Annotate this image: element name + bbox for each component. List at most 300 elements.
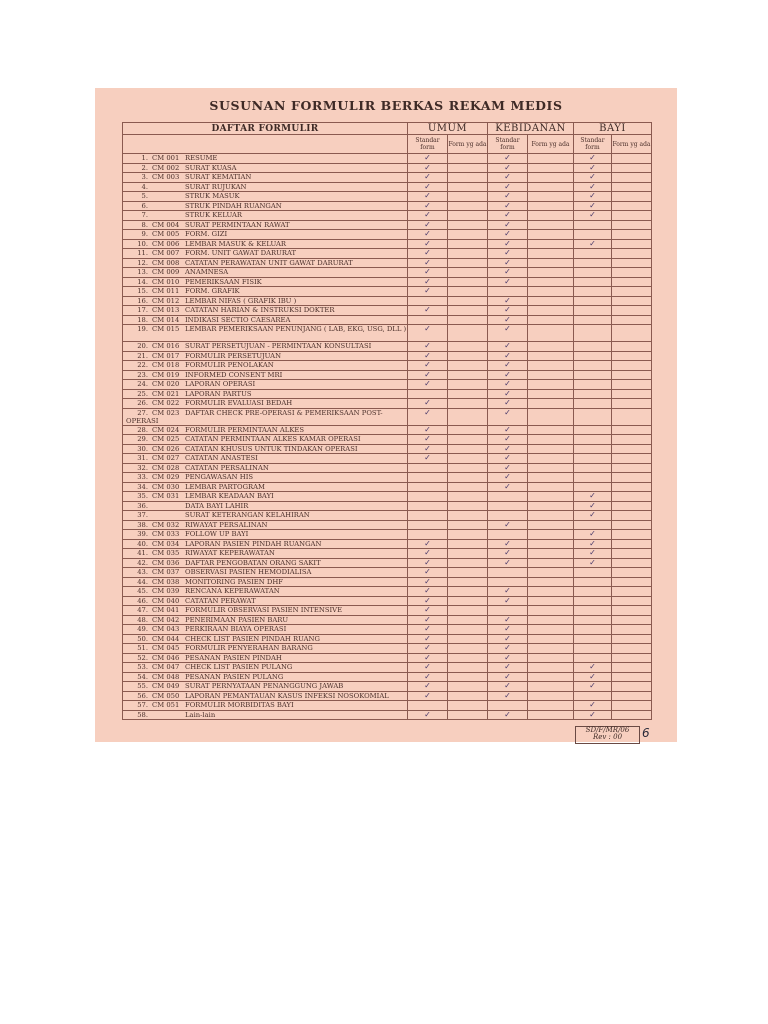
form-description-cell [123,325,408,342]
empty-cell [612,249,652,259]
empty-cell [528,361,574,371]
form-name: RESUME [185,154,218,163]
row-number: 36. [137,501,148,510]
form-code: CM 034 [152,539,180,548]
form-code: CM 002 [152,163,180,172]
empty-cell [488,287,528,297]
table-row [123,173,652,183]
row-number: 45. [137,587,148,596]
form-name: PENGAWASAN HIS [185,473,254,482]
row-number: 2. [141,163,148,172]
checkmark-icon: ✓ [408,268,448,278]
empty-cell [574,520,612,530]
form-description-cell [123,644,408,654]
checkmark-icon: ✓ [488,315,528,325]
table-row [123,653,652,663]
column-header-bayi: BAYI [574,123,652,135]
empty-cell [612,625,652,635]
empty-cell [574,435,612,445]
table-row [123,315,652,325]
form-name: LEMBAR KEADAAN BAYI [185,492,274,501]
table-row [123,277,652,287]
empty-cell [528,182,574,192]
empty-cell [448,325,488,342]
document-code: SD/F/MR/06 [585,726,630,734]
checkmark-icon: ✓ [488,306,528,316]
empty-cell [612,454,652,464]
table-row [123,182,652,192]
empty-cell [612,520,652,530]
form-name: STRUK MASUK [185,192,240,201]
empty-cell [528,549,574,559]
table-row [123,370,652,380]
form-name: FORMULIR PERMINTAAN ALKES [185,425,305,434]
table-row [123,701,652,711]
form-name: CATATAN PERMINTAAN ALKES KAMAR OPERASI [185,435,361,444]
empty-cell [612,463,652,473]
row-number: 24. [137,380,148,389]
form-description-cell [123,672,408,682]
form-description-cell [123,615,408,625]
table-row [123,192,652,202]
checkmark-icon: ✓ [488,192,528,202]
checkmark-icon: ✓ [408,644,448,654]
empty-cell [574,287,612,297]
empty-cell [528,173,574,183]
table-header-row [123,123,652,135]
form-name: CATATAN HARIAN & INSTRUKSI DOKTER [185,306,335,315]
form-code: CM 021 [152,389,180,398]
empty-cell [612,389,652,399]
table-row [123,342,652,352]
table-row [123,691,652,701]
subheader-standar-form: Standar form [488,135,528,154]
form-description-cell [123,701,408,711]
empty-cell [488,701,528,711]
form-code: CM 006 [152,239,180,248]
empty-cell [448,163,488,173]
empty-cell [528,258,574,268]
empty-cell [612,710,652,720]
empty-cell [612,482,652,492]
column-header-umum: UMUM [408,123,488,135]
empty-cell [448,370,488,380]
row-number: 18. [137,315,148,324]
empty-cell [612,549,652,559]
checkmark-icon: ✓ [574,239,612,249]
empty-cell [612,361,652,371]
empty-cell [612,380,652,390]
empty-cell [408,389,448,399]
empty-cell [448,258,488,268]
empty-cell [612,211,652,221]
empty-cell [528,644,574,654]
empty-cell [612,192,652,202]
empty-cell [528,230,574,240]
empty-cell [612,268,652,278]
form-name: FORMULIR MORBIDITAS BAYI [185,701,294,710]
row-number: 22. [137,361,148,370]
empty-cell [574,220,612,230]
empty-cell [574,230,612,240]
empty-cell [488,501,528,511]
form-description-cell [123,463,408,473]
empty-cell [408,520,448,530]
checkmark-icon: ✓ [488,351,528,361]
table-row [123,710,652,720]
empty-cell [612,201,652,211]
form-code: CM 015 [152,325,180,333]
empty-cell [488,568,528,578]
empty-cell [574,351,612,361]
checkmark-icon: ✓ [488,425,528,435]
form-description-cell [123,230,408,240]
form-code: CM 049 [152,682,180,691]
checkmark-icon: ✓ [488,154,528,164]
checkmark-icon: ✓ [574,154,612,164]
row-number: 46. [137,596,148,605]
form-code: CM 024 [152,425,180,434]
table-row [123,230,652,240]
table-subheader-row [123,135,652,154]
row-number: 27. [137,408,148,417]
form-code: CM 014 [152,315,180,324]
empty-cell [448,249,488,259]
table-row [123,220,652,230]
checkmark-icon: ✓ [408,558,448,568]
form-code: CM 051 [152,701,180,710]
empty-cell [528,287,574,297]
row-number: 44. [137,577,148,586]
form-name: LEMBAR MASUK & KELUAR [185,239,287,248]
empty-cell [612,558,652,568]
form-description-cell [123,520,408,530]
form-description-cell [123,454,408,464]
form-name: FOLLOW UP BAYI [185,530,249,539]
checkmark-icon: ✓ [574,201,612,211]
checkmark-icon: ✓ [488,325,528,342]
form-description-cell [123,296,408,306]
form-description-cell [123,539,408,549]
form-description-cell [123,239,408,249]
form-description-cell [123,710,408,720]
empty-cell [574,691,612,701]
form-code: CM 004 [152,220,180,229]
checkmark-icon: ✓ [488,389,528,399]
empty-cell [574,370,612,380]
table-row [123,530,652,540]
table-row [123,325,652,342]
empty-cell [574,408,612,425]
row-number: 23. [137,370,148,379]
empty-cell [448,201,488,211]
empty-cell [448,568,488,578]
checkmark-icon: ✓ [408,682,448,692]
empty-cell [448,558,488,568]
empty-cell [574,568,612,578]
row-number: 39. [137,530,148,539]
form-name: RIWAYAT KEPERAWATAN [185,549,275,558]
form-description-cell [123,173,408,183]
empty-cell [528,370,574,380]
checkmark-icon: ✓ [408,361,448,371]
empty-cell [448,389,488,399]
checkmark-icon: ✓ [488,691,528,701]
empty-cell [574,325,612,342]
empty-cell [448,682,488,692]
empty-cell [528,408,574,425]
empty-cell [528,501,574,511]
empty-cell [528,315,574,325]
form-description-cell [123,399,408,409]
empty-cell [612,230,652,240]
empty-cell [574,463,612,473]
empty-cell [574,380,612,390]
table-row [123,239,652,249]
form-name: LAPORAN PEMANTAUAN KASUS INFEKSI NOSOKOMIAL [185,691,389,700]
checkmark-icon: ✓ [574,558,612,568]
empty-cell [612,154,652,164]
empty-cell [612,606,652,616]
empty-cell [448,615,488,625]
row-number: 43. [137,568,148,577]
empty-cell [528,558,574,568]
form-description-cell [123,653,408,663]
table-row [123,473,652,483]
form-name: ANAMNESA [185,268,229,277]
empty-cell [408,296,448,306]
form-code: CM 022 [152,399,180,408]
form-code: CM 005 [152,230,180,239]
empty-cell [528,389,574,399]
table-row [123,520,652,530]
form-description-cell [123,389,408,399]
checkmark-icon: ✓ [488,663,528,673]
empty-cell [448,691,488,701]
form-code: CM 017 [152,351,180,360]
empty-cell [574,644,612,654]
checkmark-icon: ✓ [488,342,528,352]
handwritten-page-mark: 6 [642,726,650,740]
checkmark-icon: ✓ [488,277,528,287]
form-description-cell [123,277,408,287]
form-name: PESANAN PASIEN PINDAH [185,653,282,662]
empty-cell [612,492,652,502]
form-description-cell [123,482,408,492]
empty-cell [448,596,488,606]
table-row [123,454,652,464]
empty-cell [612,315,652,325]
checkmark-icon: ✓ [574,511,612,521]
empty-cell [612,351,652,361]
empty-cell [574,389,612,399]
empty-cell [612,539,652,549]
empty-cell [612,501,652,511]
checkmark-icon: ✓ [408,435,448,445]
row-number: 53. [137,663,148,672]
table-row [123,361,652,371]
table-row [123,539,652,549]
empty-cell [448,296,488,306]
checkmark-icon: ✓ [408,239,448,249]
empty-cell [448,587,488,597]
form-description-cell [123,663,408,673]
row-number: 29. [137,435,148,444]
row-number: 28. [137,425,148,434]
empty-cell [612,634,652,644]
checkmark-icon: ✓ [488,380,528,390]
form-description-cell [123,596,408,606]
checkmark-icon: ✓ [488,399,528,409]
empty-cell [448,492,488,502]
table-row [123,568,652,578]
checkmark-icon: ✓ [408,653,448,663]
form-code: CM 045 [152,644,180,653]
form-description-cell [123,577,408,587]
checkmark-icon: ✓ [488,682,528,692]
empty-cell [528,399,574,409]
form-name: FORM. GIZI [185,230,228,239]
row-number: 1. [141,154,148,163]
empty-cell [574,653,612,663]
empty-cell [528,239,574,249]
table-row [123,482,652,492]
form-description-cell [123,201,408,211]
empty-cell [612,568,652,578]
checkmark-icon: ✓ [408,606,448,616]
form-description-cell [123,549,408,559]
checkmark-icon: ✓ [488,625,528,635]
subheader-blank [123,135,408,154]
empty-cell [574,425,612,435]
form-code: CM 020 [152,380,180,389]
form-code: CM 035 [152,549,180,558]
checkmark-icon: ✓ [488,435,528,445]
table-row [123,463,652,473]
empty-cell [448,454,488,464]
form-code: CM 037 [152,568,180,577]
checkmark-icon: ✓ [408,249,448,259]
form-name: LAPORAN PASIEN PINDAH RUANGAN [185,539,322,548]
form-description-cell [123,192,408,202]
form-name: SURAT KETERANGAN KELAHIRAN [185,511,310,520]
checkmark-icon: ✓ [488,249,528,259]
empty-cell [448,701,488,711]
empty-cell [528,653,574,663]
row-number: 32. [137,463,148,472]
document-code-box [575,726,640,744]
empty-cell [528,454,574,464]
empty-cell [528,691,574,701]
empty-cell [612,587,652,597]
form-description-cell [123,258,408,268]
form-name: PEMERIKSAAN FISIK [185,277,262,286]
checkmark-icon: ✓ [408,201,448,211]
row-number: 11. [137,249,148,258]
form-description-cell [123,408,408,425]
empty-cell [448,539,488,549]
row-number: 25. [137,389,148,398]
checkmark-icon: ✓ [574,501,612,511]
checkmark-icon: ✓ [574,163,612,173]
table-row [123,672,652,682]
subheader-standar-form: Standar form [408,135,448,154]
empty-cell [408,482,448,492]
checkmark-icon: ✓ [488,482,528,492]
form-code: CM 039 [152,587,180,596]
empty-cell [574,577,612,587]
row-number: 19. [137,325,148,333]
empty-cell [528,520,574,530]
table-row [123,287,652,297]
form-code: CM 007 [152,249,180,258]
form-code: CM 044 [152,634,180,643]
empty-cell [528,511,574,521]
empty-cell [408,492,448,502]
empty-cell [612,325,652,342]
table-row [123,444,652,454]
table-row [123,644,652,654]
empty-cell [528,163,574,173]
empty-cell [448,351,488,361]
checkmark-icon: ✓ [488,220,528,230]
checkmark-icon: ✓ [408,568,448,578]
form-code: CM 036 [152,558,180,567]
row-number: 6. [141,201,148,210]
form-name: SURAT KUASA [185,163,237,172]
empty-cell [528,211,574,221]
empty-cell [448,482,488,492]
table-row [123,435,652,445]
row-number: 20. [137,342,148,351]
form-name: INFORMED CONSENT MRI [185,370,283,379]
form-description-cell [123,315,408,325]
row-number: 34. [137,482,148,491]
checkmark-icon: ✓ [408,154,448,164]
form-name: STRUK PINDAH RUANGAN [185,201,282,210]
empty-cell [528,296,574,306]
checkmark-icon: ✓ [408,211,448,221]
empty-cell [528,672,574,682]
checkmark-icon: ✓ [488,258,528,268]
empty-cell [574,596,612,606]
empty-cell [448,663,488,673]
table-row [123,154,652,164]
row-number: 21. [137,351,148,360]
empty-cell [408,473,448,483]
form-name: FORMULIR EVALUASI BEDAH [185,399,293,408]
checkmark-icon: ✓ [488,473,528,483]
table-row [123,549,652,559]
row-number: 50. [137,634,148,643]
checkmark-icon: ✓ [408,710,448,720]
table-row [123,408,652,425]
row-number: 41. [137,549,148,558]
empty-cell [528,435,574,445]
empty-cell [528,615,574,625]
empty-cell [528,220,574,230]
form-description-cell [123,492,408,502]
empty-cell [574,268,612,278]
form-code: CM 029 [152,473,180,482]
checkmark-icon: ✓ [488,710,528,720]
form-name: FORM. UNIT GAWAT DARURAT [185,249,297,258]
empty-cell [448,380,488,390]
checkmark-icon: ✓ [408,408,448,425]
form-description-cell [123,530,408,540]
checkmark-icon: ✓ [408,444,448,454]
form-name: DATA BAYI LAHIR [185,501,249,510]
